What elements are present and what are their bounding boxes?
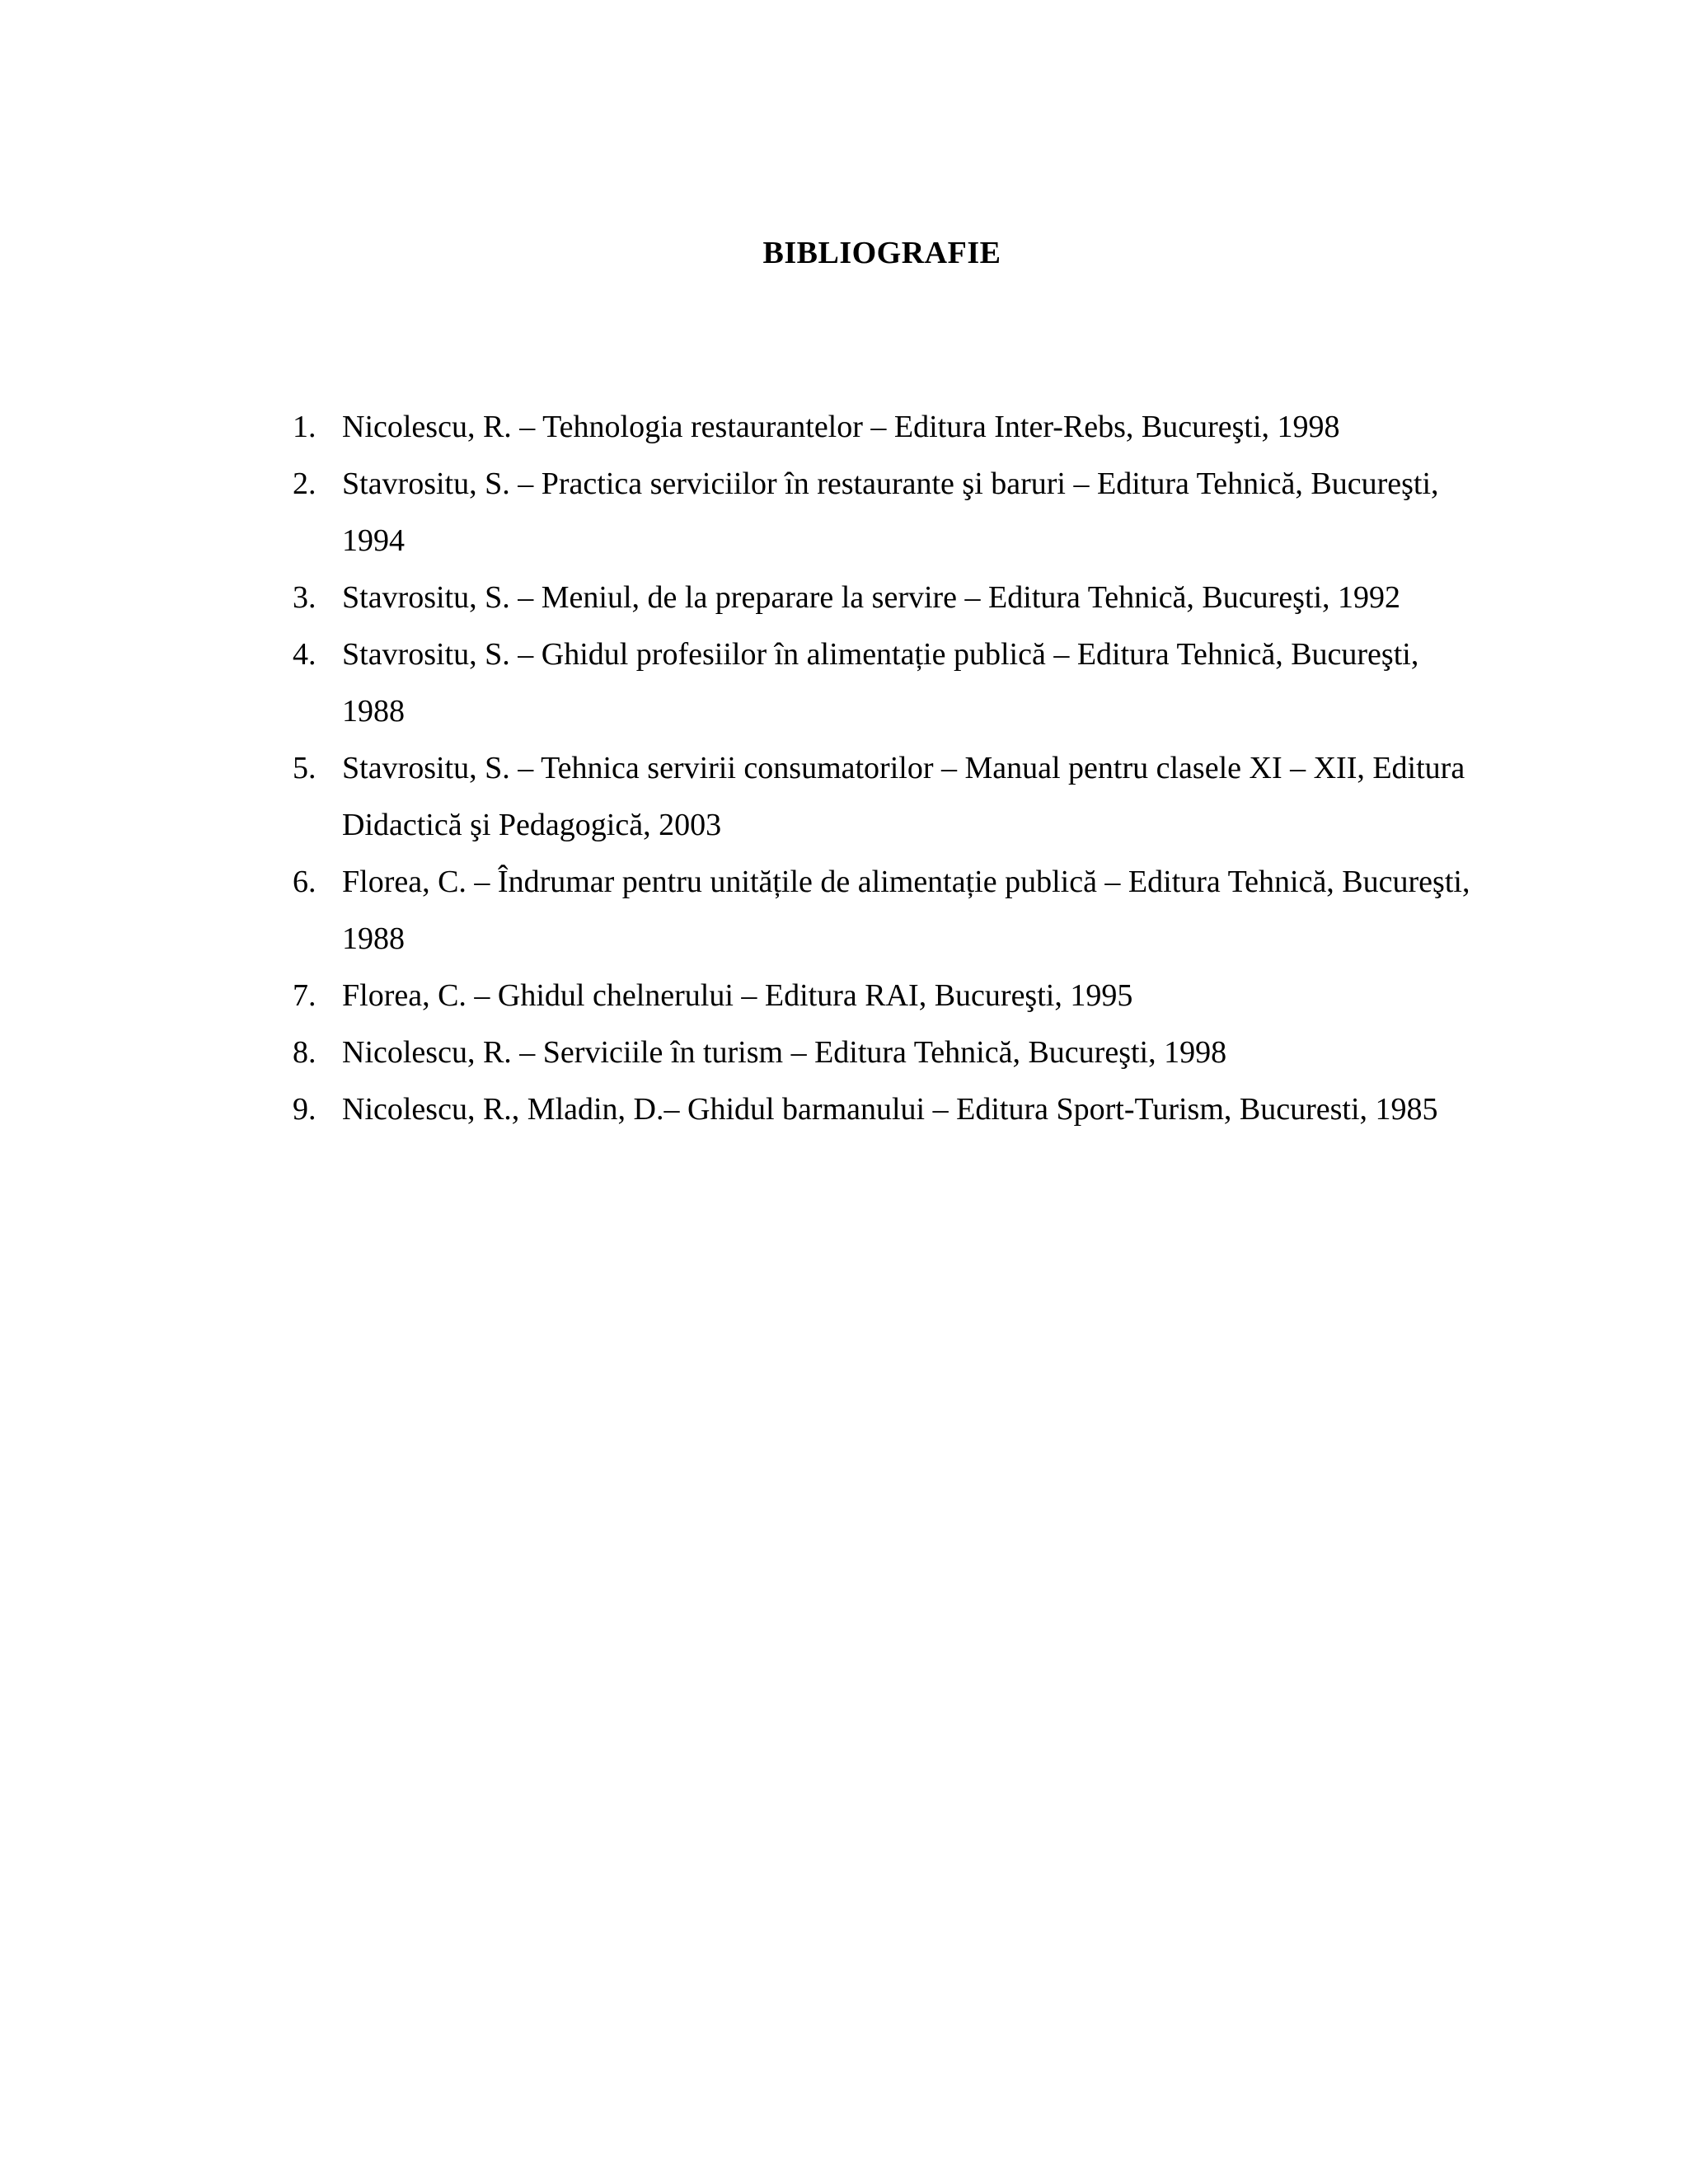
entry-number: 9. [293,1092,316,1127]
entry-text: Nicolescu, R. – Serviciile în turism – Editura Tehnică, Bucureşti, 1998 [342,1035,1227,1070]
entry-number: 8. [293,1035,316,1070]
entry-number: 2. [293,466,316,501]
list-item [293,626,1488,740]
entry-text: Stavrositu, S. – Tehnica servirii consumatorilor – Manual pentru clasele XI – XII, Editura Didactică şi Pedagogică, 2003 [342,751,1465,842]
entry-text: Stavrositu, S. – Ghidul profesiilor în alimentație publică – Editura Tehnică, Bucureşti, 1988 [342,637,1419,729]
entry-number: 6. [293,865,316,899]
entry-text: Florea, C. – Îndrumar pentru unitățile de alimentație publică – Editura Tehnică, Bucureşti, 1988 [342,865,1470,956]
list-item [293,740,1488,854]
page-title: BIBLIOGRAFIE [762,236,1001,270]
entry-text: Stavrositu, S. – Practica serviciilor în restaurante şi baruri – Editura Tehnică, Bucureşti, 1994 [342,466,1439,558]
list-item [293,1081,1488,1138]
list-item [293,399,1488,456]
entry-number: 7. [293,978,316,1013]
entry-number: 3. [293,580,316,615]
entry-text: Florea, C. – Ghidul chelnerului – Editura RAI, Bucureşti, 1995 [342,978,1133,1013]
entry-number: 1. [293,410,316,444]
list-item [293,456,1488,569]
list-item [293,1024,1488,1081]
entry-text: Stavrositu, S. – Meniul, de la preparare la servire – Editura Tehnică, Bucureşti, 1992 [342,580,1401,615]
entry-number: 4. [293,637,316,672]
list-item [293,569,1488,626]
list-item [293,854,1488,968]
entry-number: 5. [293,751,316,785]
list-item [293,968,1488,1024]
entry-text: Nicolescu, R., Mladin, D.– Ghidul barmanului – Editura Sport-Turism, Bucuresti, 1985 [342,1092,1438,1127]
entry-text: Nicolescu, R. – Tehnologia restaurantelor – Editura Inter-Rebs, Bucureşti, 1998 [342,410,1340,444]
bibliography-list [293,399,1488,1138]
